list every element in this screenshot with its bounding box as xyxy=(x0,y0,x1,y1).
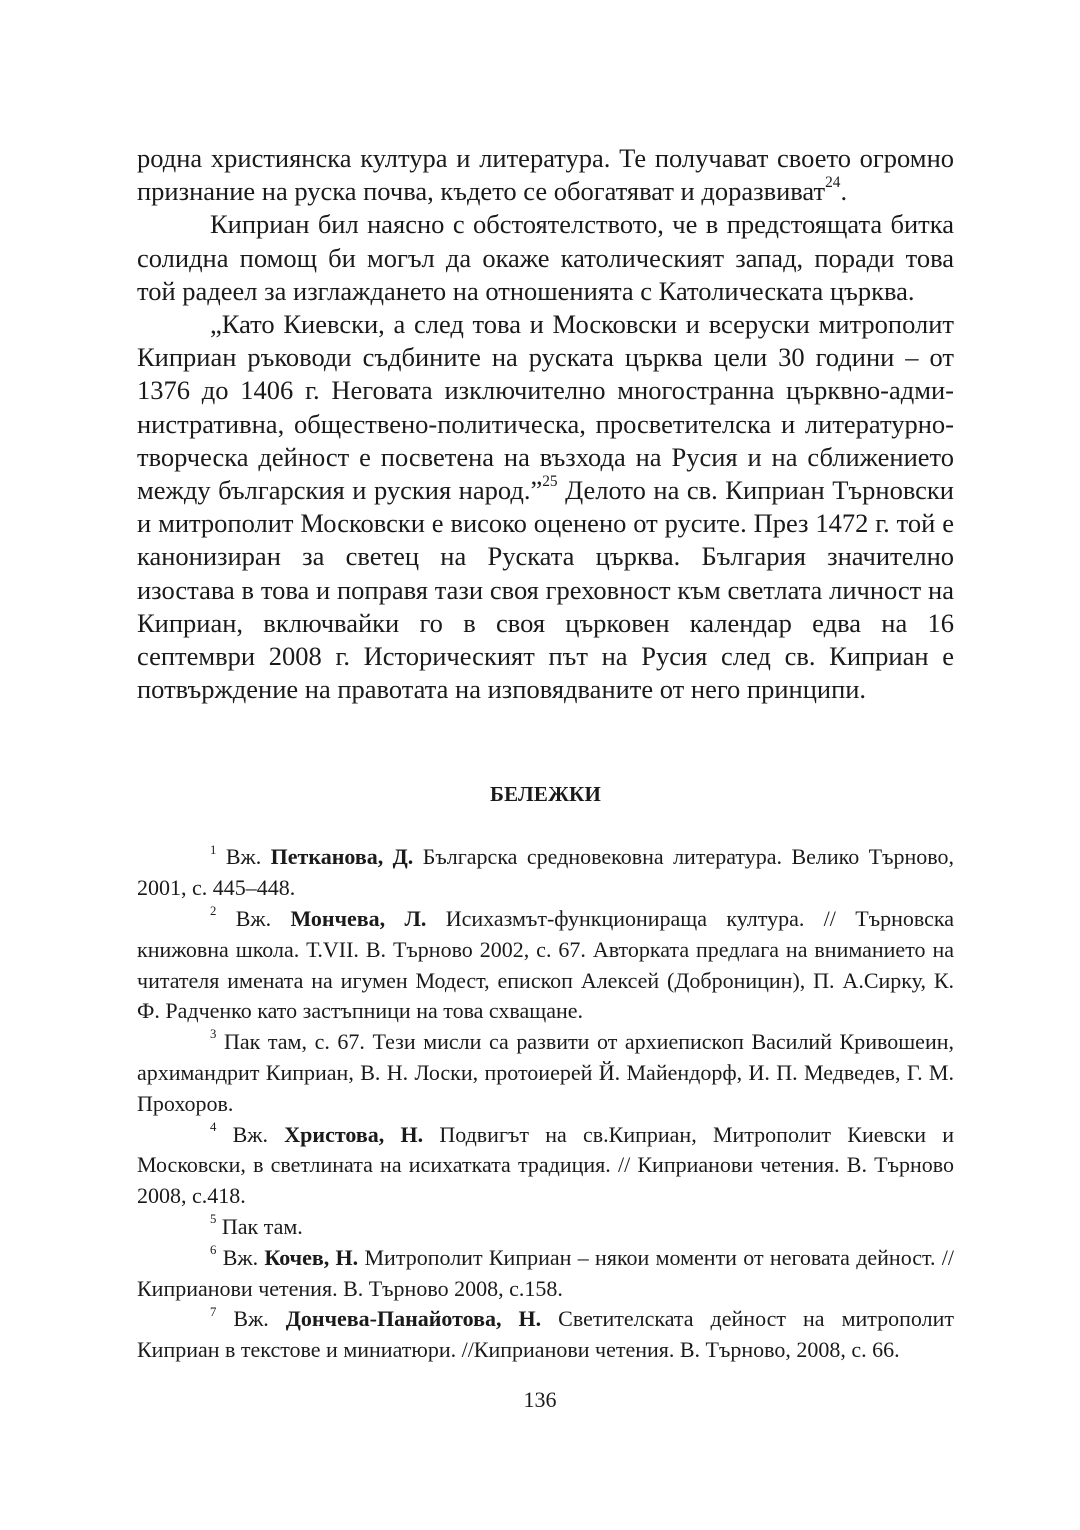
note-1: $^1$ Вж. Петканова, Д. Българска средновековна литература. Велико Търново, 2001, с. 445–448. xyxy=(137,842,955,901)
note-author: Мончева, Л. xyxy=(290,906,427,932)
page-number: 136 xyxy=(523,1387,557,1412)
note-3: $^3$ Пак там, с. 67. Тези мисли са развити от архиепископ Василий Кривошеин, архимандрит Киприан, В. Н. Лоски, протоиерей Й. Майендорф, И. П. Медведев, Г. М. Прохоров. xyxy=(137,1027,954,1116)
note-5: $^5$ Пак там. xyxy=(210,1212,303,1240)
note-7: $^7$ Вж. Дончева-Панайотова, Н. Светителската дейност на митрополит Киприан в текстове и миниатюри. //Киприанови четения. В. Търново, 2008, с. 66. xyxy=(137,1304,954,1363)
footnote-ref-24: 24 xyxy=(825,174,841,192)
note-number: 6 xyxy=(210,1242,217,1257)
paragraph-1: родна християнска култура и литература. Те получават своето огромно признание на руска почва, където се обогатяват и доразвиват$^{24}$. xyxy=(137,143,954,207)
note-number: 4 xyxy=(210,1119,217,1134)
notes-list xyxy=(137,842,954,1366)
note-2: $^2$ Вж. Мончева, Л. Исихазмът-функционираща култура. // Търновска книжовна школа. Т.VII. В. Търново 2002, с. 67. Авторката предлага на вниманието на читателя имената на игумен Модест, епископ Алексей (Доброницин), П. А.Сирку, К. Ф. Радченко като застъпници на това схващане. xyxy=(137,904,954,1024)
paragraph-2: Киприан бил наясно с обстоятелството, че в предстоящата битка солидна помощ би могъл да окаже католическият запад, поради това той радеел за изглаждането на отношенията с Католическата църква. xyxy=(137,209,954,306)
note-number: 2 xyxy=(210,904,217,919)
note-6: $^6$ Вж. Кочев, Н. Митрополит Киприан – някои моменти от неговата дейност. // Киприанови четения. В. Търново 2008, с.158. xyxy=(137,1242,955,1301)
page-content xyxy=(137,142,954,1366)
note-author: Петканова, Д. xyxy=(270,844,414,870)
note-author: Дончева-Панайотова, Н. xyxy=(285,1306,542,1332)
note-number: 3 xyxy=(210,1027,217,1042)
body-text xyxy=(137,142,954,706)
note-number: 7 xyxy=(210,1304,217,1319)
note-4: $^4$ Вж. Христова, Н. Подвигът на св.Киприан, Митрополит Киевски и Московски, в светлината на исихатката традиция. // Киприанови четения. В. Търново 2008, с.418. xyxy=(137,1119,955,1209)
paragraph-3: „Като Киевски, а след това и Московски и всеруски митрополит Киприан ръководи съдбините на руската църква цели 30 години – от 1376 до 1406 г. Неговата изключително многостранна църквно-административна, обществено-политическа, просветителска и литературно-творческа дейност е посветена на възхода на Русия и на сближението между българския и руския народ.”$^{25}$ Делото на св. Киприан Търновски и митрополит Московски е високо оценено от русите. През 1472 г. той е канонизиран за светец на Руската църква. България значително изостава в това и поправя тази своя греховност към светлата личност на Киприан, включвайки го в своя църковен календар едва на 16 септември 2008 г. Историческият път на Русия след св. Киприан е потвърждение на правотата на изповядваните от него принципи. xyxy=(137,309,954,705)
footnote-ref-25: 25 xyxy=(542,473,558,491)
note-number: 1 xyxy=(210,842,217,857)
note-author: Христова, Н. xyxy=(284,1121,424,1147)
note-number: 5 xyxy=(210,1212,217,1227)
notes-heading: БЕЛЕЖКИ xyxy=(490,782,601,807)
note-author: Кочев, Н. xyxy=(264,1244,359,1270)
